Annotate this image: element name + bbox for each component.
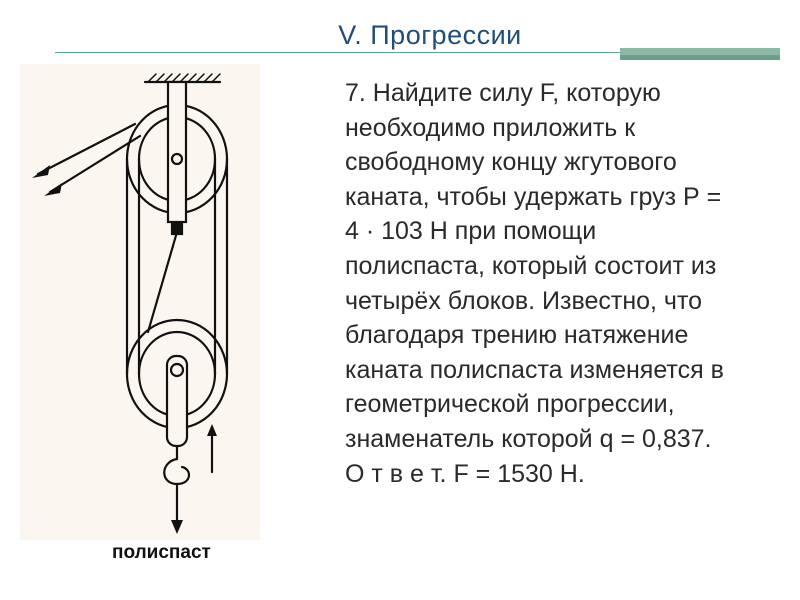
answer-line xyxy=(345,457,785,492)
pulley-diagram xyxy=(20,64,260,540)
arrowhead-free-end-1 xyxy=(32,165,50,178)
arrowhead-load xyxy=(171,520,183,534)
title-divider-bar-shade xyxy=(620,55,780,60)
problem-line: 7. Найдите силу F, которую xyxy=(345,79,661,107)
problem-line: свободному концу жгутового xyxy=(345,148,677,177)
problem-line: четырёх блоков. Известно, что xyxy=(345,286,703,315)
answer-value: F = 1530 Н. xyxy=(453,459,585,488)
problem-text xyxy=(345,76,785,491)
pulley-drawing xyxy=(20,64,260,540)
problem-line: знаменатель которой q = 0,837. xyxy=(345,424,712,453)
problem-line: необходимо приложить к xyxy=(345,113,636,142)
problem-line: благодаря трению натяжение xyxy=(345,321,689,350)
ceiling-hatching xyxy=(148,74,220,82)
problem-line: каната, чтобы удержать груз Р = xyxy=(345,182,722,211)
top-bracket xyxy=(168,82,186,222)
figure-caption: полиспаст xyxy=(112,542,211,563)
problem-line: полиспаста, который состоит из xyxy=(345,251,717,280)
slide-title: V. Прогрессии xyxy=(338,20,522,50)
hook xyxy=(164,459,189,484)
title-divider-line xyxy=(55,52,620,53)
arrowhead-tension xyxy=(207,424,217,436)
problem-line: 4 · 103 Н при помощи xyxy=(345,217,597,246)
problem-line: каната полиспаста изменяется в xyxy=(345,355,724,384)
answer-label: О т в е т. xyxy=(345,459,447,488)
rope-diagonal xyxy=(148,232,177,332)
problem-line: геометрической прогрессии, xyxy=(345,390,675,419)
